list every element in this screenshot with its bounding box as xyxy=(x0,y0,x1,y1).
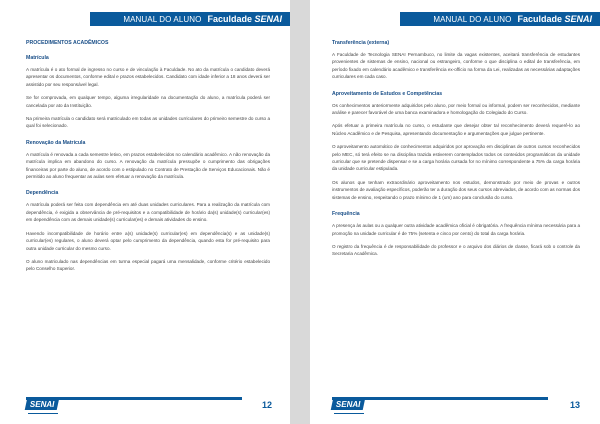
paragraph: A matrícula é o ato formal de ingresso no curso e de vinculação à Faculdade. No ato da matrícula o candidato deverá apresentar os documentos, conforme edital e prazos estabelecidos. Candidato com idade inferior a 18 anos deverá ser assistido por seu responsável legal. xyxy=(26,67,270,87)
manual-title: MANUAL DO ALUNO xyxy=(433,14,512,24)
page-number: 12 xyxy=(261,400,272,410)
section-heading-matricula: Matrícula xyxy=(26,55,49,61)
paragraph: Se for comprovada, em qualquer tempo, alguma irregularidade na documentação do aluno, a matrícula poderá ser cancelada por ato da Instituição. xyxy=(26,95,270,108)
paragraph: O aproveitamento automático de conhecimentos adquiridos por aprovação em disciplinas de outros cursos reconhecidos pelo MEC, só terá efeito se na disciplina trazida estiverem contemplados todos os conteúdos programáticos da unidade curricular que se pretende dispensar e se a carga horária cursada for no mínimo correspondente a 75% da carga horária da unidade curricular estipulada. xyxy=(332,144,580,172)
manual-title: MANUAL DO ALUNO xyxy=(123,14,202,24)
brand-logo: Faculdade SENAI xyxy=(207,14,282,24)
logo-underline xyxy=(334,413,364,417)
header-banner xyxy=(400,12,600,26)
paragraph: O aluno matriculado nas dependências em turma especial pagará uma mensalidade, conforme critério estabelecido pelo Conselho Superior. xyxy=(26,258,270,272)
paragraph: Os conhecimentos anteriormente adquiridos pelo aluno, por meio formal ou informal, podem ser reconhecidos, mediante análise e parecer favorável de uma banca examinadora e homologação do Colegiado do Curso. xyxy=(332,102,580,116)
paragraph: Havendo incompatibilidade de horário entre a(s) unidade(s) curricular(es) em dependência(s) e as unidade(s) curricular(es) regulares, o aluno deverá optar pelo cumprimento da dependência, quando esta for pré-requisito para outra unidade curricular do mesmo curso. xyxy=(26,230,270,251)
section-heading-dependencia: Dependência xyxy=(26,190,59,197)
logo-underline xyxy=(28,413,58,417)
paragraph: Na primeira matrícula o candidato será matriculado em todas as unidades curriculares do primeiro semestre do curso a qual foi selecionado. xyxy=(26,116,270,129)
section-heading-aproveitamento: Aproveitamento de Estudos e Competências xyxy=(332,90,443,97)
page-title: PROCEDIMENTOS ACADÊMICOS xyxy=(26,40,109,46)
paragraph: A Faculdade de Tecnologia SENAI Pernambuco, no limite da vagas existentes, aceitará transferência de estudantes provenientes de sistemas de ensino, nacional ou estrangeiro, conforme o que disciplina o edital de transferência, em período fixado em calendário acadêmico e transferência ex-officio na forma da Lei, realizadas as necessárias adaptações curriculares em cada caso. xyxy=(332,52,580,80)
section-heading-frequencia: Frequência xyxy=(332,211,360,218)
header-banner xyxy=(90,12,290,26)
paragraph: A presença às aulas ou a qualquer outra atividade acadêmica oficial é obrigatória. A frequência mínima necessária para a promoção na unidade curricular é de 75% (setenta e cinco por cento) do total da carga horária. xyxy=(332,223,580,236)
brand-logo: Faculdade SENAI xyxy=(517,14,592,24)
right-page xyxy=(310,0,600,424)
senai-logo: SENAI xyxy=(331,398,366,410)
senai-logo: SENAI xyxy=(25,398,60,410)
paragraph: Os alunos que tenham extraordinário aproveitamento nos estudos, demonstrado por meio de provas e outros instrumentos de avaliação específicos, poderão ter a duração dos seus cursos abreviados, de acordo com as normas dos sistemas de ensino, respeitando o prazo mínimo de 1 (um) ano para conclusão do curso. xyxy=(332,179,580,200)
section-heading-transferencia: Transferência (externa) xyxy=(332,40,390,46)
left-page xyxy=(0,0,290,424)
page-number: 13 xyxy=(569,400,580,410)
right-content xyxy=(332,40,580,264)
paragraph: Após efetuar a primeira matrícula no curso, o estudante que desejar obter tal reconhecimento deverá requerê-lo ao Núcleo Acadêmico e de Pesquisa, apresentando documentação e argumentações que julgue pertinente. xyxy=(332,123,580,136)
paragraph: O registro da frequência é de responsabilidade do professor e o arquivo dos diários de classe, ficará sob o controle da Secretaria Acadêmica. xyxy=(332,243,580,257)
section-heading-renovacao: Renovação da Matrícula xyxy=(26,139,86,146)
left-content xyxy=(26,40,270,279)
paragraph: A matrícula é renovada a cada semestre letivo, em prazos estabelecidos no calendário acadêmico. A não renovação da matrícula implica em abandono do curso. A renovação da matrícula pressupõe o cumprimento das obrigações financeiras por parte do aluno, de acordo com o estipulado no Contrato de Prestação de Serviços Educacionais. Não é permitido ao aluno frequentar as aulas sem efetuar a renovação da matrícula. xyxy=(26,151,270,180)
paragraph: A matrícula poderá ser feita com dependência em até duas unidades curriculares. Para a realização da matrícula com dependência, é exigida a observância de pré-requisitos e a compatibilidade de horário da(s) unidade(s) curricular(es) em dependência com as demais unidade(s) curricular(es) e demais atividades do ensino. xyxy=(26,202,270,223)
